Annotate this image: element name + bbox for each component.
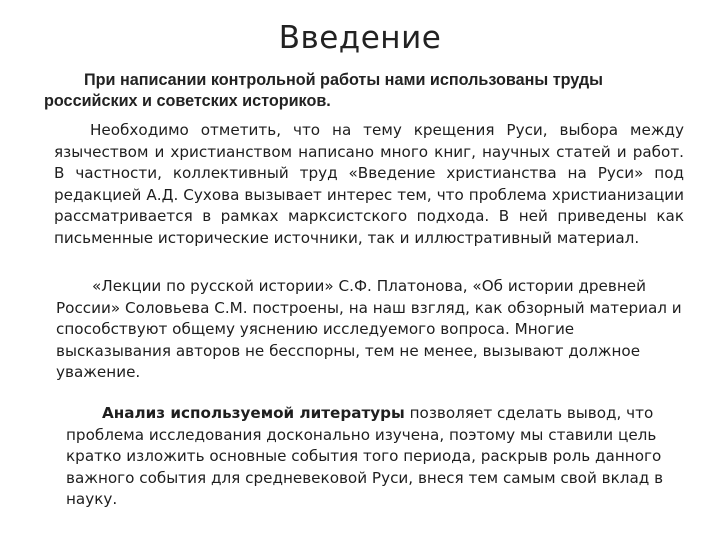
slide-title: Введение bbox=[278, 20, 442, 56]
lectures-paragraph: «Лекции по русской истории» С.Ф. Платонова, «Об истории древней России» Соловьева С.М. построены, на наш взгляд, как обзорный материал и способствуют общему уяснению исследуемого вопроса. Многие высказывания авторов не бесспорны, тем не менее, вызывают должное уважение. bbox=[56, 277, 682, 381]
analysis-bold-phrase: Анализ используемой литературы bbox=[102, 404, 405, 422]
main-paragraph: Необходимо отметить, что на тему крещения Руси, выбора между язычеством и христианством написано много книг, научных статей и работ. В частности, коллективный труд «Введение христианства на Руси» под редакцией А.Д. Сухова вызывает интерес тем, что проблема христианизации рассматривается в рамках марксистского подхода. В ней приведены как письменные исторические источники, так и иллюстративный материал. bbox=[54, 121, 684, 247]
analysis-paragraph bbox=[66, 403, 696, 511]
analysis-rest-text: позволяет сделать вывод, что проблема исследования досконально изучена, поэтому мы ставили цель кратко изложить основные события того периода, раскрыв роль данного важного события для средневековой Руси, внеся тем самым свой вклад в науку. bbox=[66, 404, 664, 508]
intro-paragraph: При написании контрольной работы нами использованы труды российских и советских историков. bbox=[44, 71, 604, 110]
